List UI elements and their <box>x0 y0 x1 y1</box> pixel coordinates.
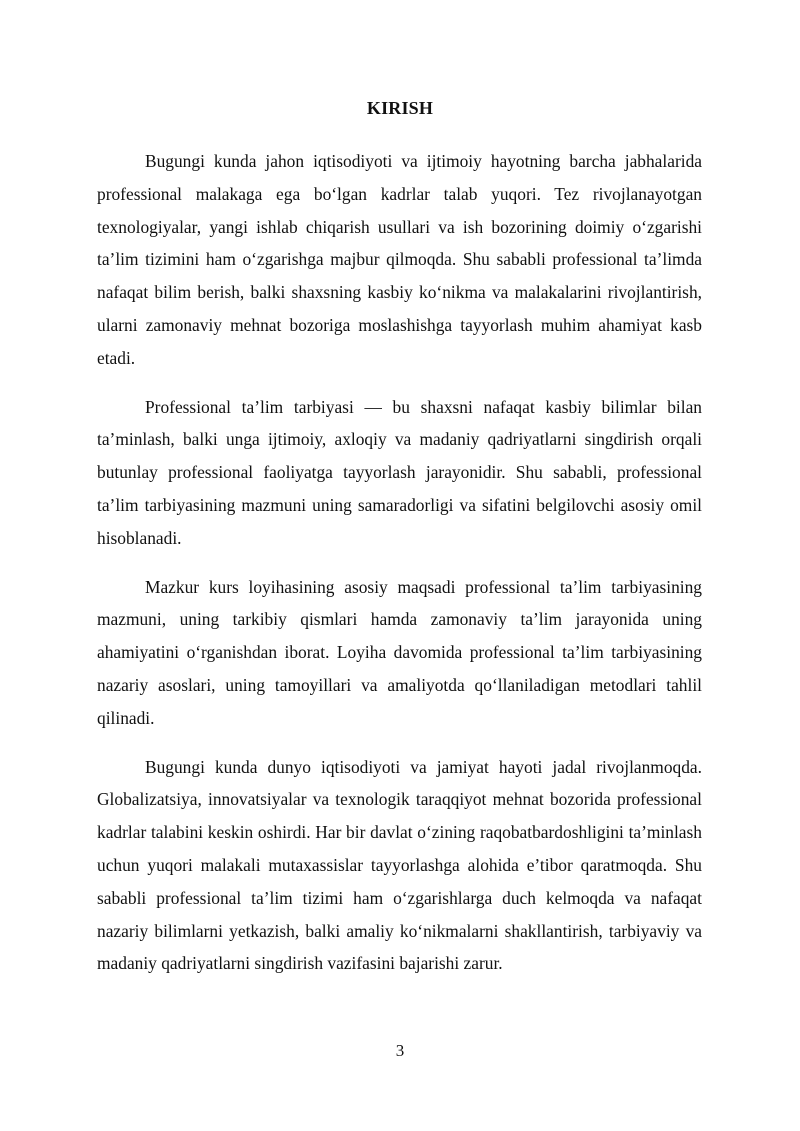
paragraph-4: Bugungi kunda dunyo iqtisodiyoti va jamiyat hayoti jadal rivojlanmoqda. Globalizatsiya, innovatsiyalar va texnologik taraqqiyot mehnat bozorida professional kadrlar talabini keskin oshirdi. Har bir davlat o‘zining raqobatbardoshligini ta’minlash uchun yuqori malakali mutaxassislar tayyorlashga alohida e’tibor qaratmoqda. Shu sababli professional ta’lim tizimi ham o‘zgarishlarga duch kelmoqda va nafaqat nazariy bilimlarni yetkazish, balki amaliy ko‘nikmalarni shakllantirish, tarbiyaviy va madaniy qadriyatlarni singdirish vazifasini bajarishi zarur. <box>97 756 702 974</box>
page-number: 3 <box>395 1041 405 1060</box>
paragraph-3: Mazkur kurs loyihasining asosiy maqsadi professional ta’lim tarbiyasining mazmuni, uning tarkibiy qismlari hamda zamonaviy ta’lim jarayonida uning ahamiyatini o‘rganishdan iborat. Loyiha davomida professional ta’lim tarbiyasining nazariy asoslari, uning tamoyillari va amaliyotda qo‘llaniladigan metodlari tahlil qilinadi. <box>97 576 702 728</box>
paragraph-1: Bugungi kunda jahon iqtisodiyoti va ijtimoiy hayotning barcha jabhalarida professional malakaga ega bo‘lgan kadrlar talab yuqori. Tez rivojlanayotgan texnologiyalar, yangi ishlab chiqarish usullari va ish bozorining doimiy o‘zgarishi ta’lim tizimini ham o‘zgarishga majbur qilmoqda. Shu sababli professional ta’limda nafaqat bilim berish, balki shaxsning kasbiy ko‘nikma va malakalarini rivojlantirish, ularni zamonaviy mehnat bozoriga moslashishga tayyorlash muhim ahamiyat kasb etadi. <box>97 151 702 368</box>
section-title: KIRISH <box>366 98 434 118</box>
paragraph-2: Professional ta’lim tarbiyasi — bu shaxsni nafaqat kasbiy bilimlar bilan ta’minlash, balki unga ijtimoiy, axloqiy va madaniy qadriyatlarni singdirish orqali butunlay professional faoliyatga tayyorlash jarayonidir. Shu sababli, professional ta’lim tarbiyasining mazmuni uning samaradorligi va sifatini belgilovchi asosiy omil hisoblanadi. <box>97 396 702 548</box>
body-text <box>97 145 702 996</box>
